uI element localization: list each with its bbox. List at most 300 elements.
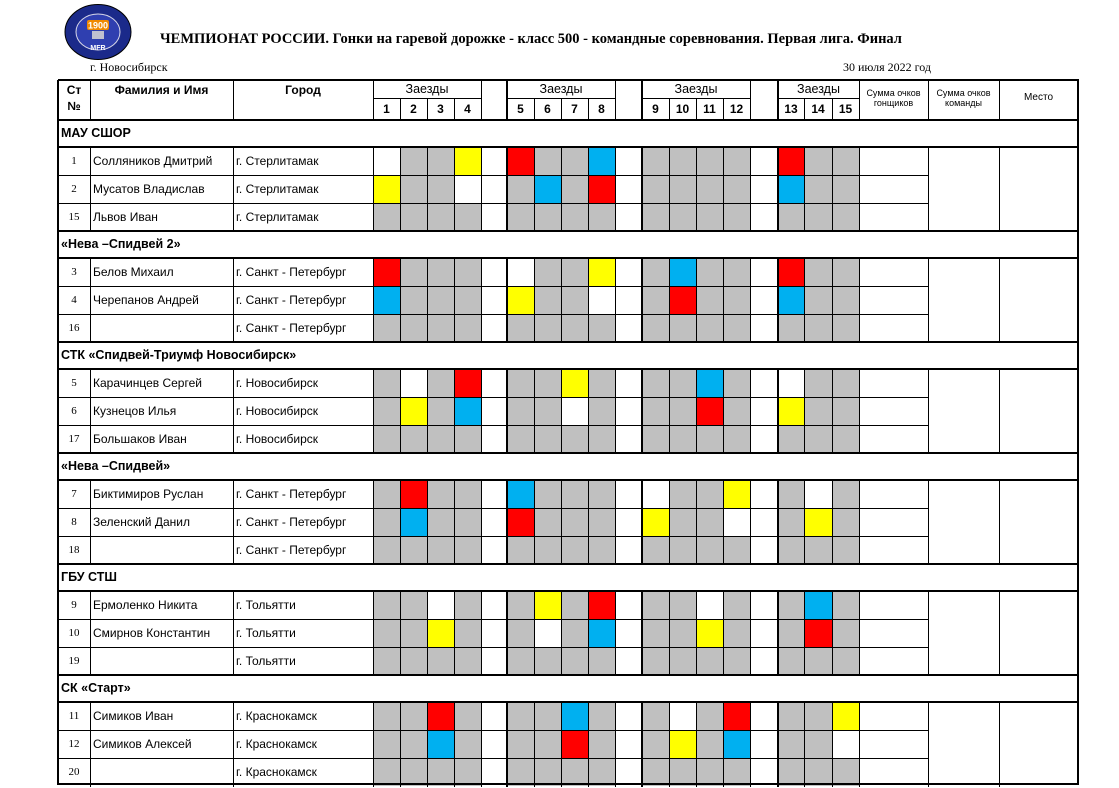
grid-line — [427, 258, 428, 287]
grid-line — [561, 369, 562, 398]
grid-line — [859, 702, 860, 731]
rider-start-number: 12 — [68, 738, 80, 750]
heat-cell — [642, 730, 669, 758]
grid-line — [454, 647, 455, 676]
heat-cell — [427, 258, 454, 286]
heat-cell — [778, 258, 804, 286]
grid-line — [723, 258, 724, 287]
heat-cell — [723, 203, 750, 231]
grid-line — [999, 536, 1000, 565]
grid-line — [928, 258, 929, 287]
grid-line — [804, 425, 805, 454]
grid-line — [804, 286, 805, 315]
heat-cell — [804, 480, 832, 508]
heat-cell — [588, 258, 615, 286]
heat-cell — [427, 702, 454, 730]
heat-cell — [642, 480, 669, 508]
grid-line — [778, 98, 860, 99]
col-header-st: Ст — [66, 83, 82, 97]
heat-cell — [507, 536, 534, 564]
heat-cell — [561, 175, 588, 203]
heat-cell — [427, 286, 454, 314]
heat-cell — [696, 536, 723, 564]
heat-cell — [373, 591, 400, 619]
grid-line — [832, 508, 833, 537]
grid-line — [506, 80, 508, 121]
grid-line — [859, 80, 860, 121]
grid-line — [615, 647, 616, 676]
grid-line — [561, 647, 562, 676]
grid-line — [669, 508, 670, 537]
grid-line — [58, 146, 1079, 148]
grid-line — [928, 314, 929, 343]
grid-line — [90, 147, 91, 176]
grid-line — [669, 647, 670, 676]
grid-line — [999, 618, 1000, 620]
grid-line — [750, 369, 751, 398]
grid-line — [696, 508, 697, 537]
grid-line — [506, 286, 508, 315]
heat-cell — [804, 619, 832, 647]
heat-cell — [832, 258, 859, 286]
heat-cell — [427, 730, 454, 758]
grid-line — [454, 480, 455, 509]
grid-line — [454, 98, 455, 121]
grid-line — [400, 258, 401, 287]
grid-line — [427, 397, 428, 426]
rider-start-number: 19 — [68, 655, 80, 667]
grid-line — [928, 203, 929, 232]
heat-cell — [373, 175, 400, 203]
grid-line — [233, 425, 234, 454]
grid-line — [561, 480, 562, 509]
grid-line — [832, 98, 833, 121]
grid-line — [534, 647, 535, 676]
heat-cell — [400, 758, 427, 786]
col-header-heat-13: 13 — [784, 102, 798, 116]
grid-line — [777, 536, 779, 565]
grid-line — [481, 508, 482, 537]
grid-line — [90, 480, 91, 509]
grid-line — [481, 619, 482, 648]
grid-line — [506, 536, 508, 565]
grid-line — [777, 619, 779, 648]
grid-line — [58, 397, 1079, 398]
grid-line — [777, 80, 779, 121]
heat-cell — [427, 758, 454, 786]
rider-name: Ермоленко Никита — [93, 598, 198, 612]
grid-line — [561, 508, 562, 537]
heat-cell — [373, 286, 400, 314]
grid-line — [90, 80, 91, 121]
grid-line — [481, 702, 482, 731]
heat-cell — [669, 147, 696, 175]
grid-line — [454, 286, 455, 315]
heat-cell — [723, 480, 750, 508]
heat-cell — [669, 369, 696, 397]
heat-cell — [669, 536, 696, 564]
heat-cell — [804, 369, 832, 397]
heat-cell — [561, 480, 588, 508]
grid-line — [696, 758, 697, 787]
grid-line — [723, 175, 724, 204]
grid-line — [999, 80, 1000, 121]
grid-line — [588, 480, 589, 509]
team-name: «Нева –Спидвей» — [61, 459, 171, 473]
grid-line — [534, 98, 535, 121]
grid-line — [832, 286, 833, 315]
heat-cell — [723, 536, 750, 564]
grid-line — [427, 702, 428, 731]
heat-cell — [588, 314, 615, 342]
grid-line — [832, 369, 833, 398]
grid-line — [696, 480, 697, 509]
grid-line — [723, 314, 724, 343]
grid-line — [859, 619, 860, 648]
heat-cell — [507, 425, 534, 453]
grid-line — [669, 258, 670, 287]
rider-city: г. Краснокамск — [236, 765, 317, 779]
grid-line — [588, 397, 589, 426]
grid-line — [696, 369, 697, 398]
rider-city: г. Тольятти — [236, 598, 296, 612]
heat-cell — [832, 730, 859, 758]
heat-cell — [723, 591, 750, 619]
grid-line — [859, 397, 860, 426]
grid-line — [615, 758, 616, 787]
heat-cell — [534, 175, 561, 203]
grid-line — [615, 258, 616, 287]
grid-line — [90, 369, 91, 398]
grid-line — [641, 175, 643, 204]
heat-cell — [723, 508, 750, 536]
grid-line — [454, 369, 455, 398]
heat-cell — [454, 591, 481, 619]
heat-cell — [454, 536, 481, 564]
grid-line — [723, 480, 724, 509]
grid-line — [373, 258, 374, 287]
heat-cell — [561, 758, 588, 786]
heat-cell — [642, 314, 669, 342]
heat-cell — [507, 647, 534, 675]
grid-line — [615, 702, 616, 731]
grid-line — [723, 425, 724, 454]
grid-line — [454, 203, 455, 232]
grid-line — [641, 702, 643, 731]
grid-line — [859, 258, 860, 287]
heat-cell — [373, 147, 400, 175]
grid-line — [57, 80, 59, 785]
grid-line — [588, 98, 589, 121]
heat-cell — [778, 147, 804, 175]
grid-line — [999, 702, 1000, 731]
grid-line — [669, 397, 670, 426]
heat-cell — [588, 480, 615, 508]
grid-line — [506, 702, 508, 731]
grid-line — [588, 758, 589, 787]
heat-cell — [400, 175, 427, 203]
heat-cell — [507, 730, 534, 758]
heat-cell — [669, 480, 696, 508]
heat-cell — [696, 702, 723, 730]
grid-line — [58, 563, 1079, 565]
grid-line — [641, 314, 643, 343]
heat-cell — [832, 286, 859, 314]
grid-line — [928, 286, 929, 315]
heat-cell — [832, 647, 859, 675]
heat-cell — [400, 730, 427, 758]
grid-line — [804, 397, 805, 426]
col-header-heat-14: 14 — [811, 102, 825, 116]
grid-line — [696, 536, 697, 565]
grid-line — [750, 508, 751, 537]
rider-name: Львов Иван — [93, 210, 158, 224]
grid-line — [615, 397, 616, 426]
grid-line — [427, 508, 428, 537]
grid-line — [561, 203, 562, 232]
team-name: «Нева –Спидвей 2» — [61, 237, 181, 251]
grid-line — [233, 536, 234, 565]
col-header-heat-3: 3 — [437, 102, 444, 116]
heat-cell — [534, 702, 561, 730]
grid-line — [750, 730, 751, 759]
grid-line — [58, 368, 1079, 370]
grid-line — [777, 203, 779, 232]
grid-line — [588, 147, 589, 176]
merged-cell-mask — [929, 174, 1077, 176]
heat-cell — [373, 425, 400, 453]
grid-line — [928, 619, 929, 648]
grid-line — [832, 397, 833, 426]
grid-line — [750, 147, 751, 176]
heat-cell — [373, 480, 400, 508]
heat-cell — [804, 508, 832, 536]
grid-line — [777, 286, 779, 315]
heat-cell — [832, 758, 859, 786]
merged-cell-mask — [929, 535, 1077, 537]
grid-line — [373, 758, 374, 787]
merged-cell-mask — [929, 618, 1077, 620]
grid-line — [534, 536, 535, 565]
rider-start-number: 11 — [68, 710, 80, 722]
heat-cell — [778, 730, 804, 758]
grid-line — [373, 591, 374, 620]
grid-line — [615, 369, 616, 398]
merged-cell-mask — [929, 424, 1077, 426]
grid-line — [750, 425, 751, 454]
grid-line — [506, 508, 508, 537]
col-header-place: Место — [1023, 93, 1054, 103]
heat-cell — [561, 369, 588, 397]
heat-cell — [588, 730, 615, 758]
heat-cell — [642, 397, 669, 425]
grid-line — [859, 647, 860, 676]
grid-line — [641, 647, 643, 676]
col-header-heats-group-1: Заезды — [405, 82, 449, 96]
heat-cell — [804, 175, 832, 203]
heat-cell — [804, 647, 832, 675]
grid-line — [90, 258, 91, 287]
heat-cell — [588, 147, 615, 175]
heat-cell — [561, 147, 588, 175]
grid-line — [481, 314, 482, 343]
grid-line — [561, 758, 562, 787]
heat-cell — [832, 175, 859, 203]
grid-line — [928, 730, 929, 759]
grid-line — [58, 647, 1079, 648]
grid-line — [832, 480, 833, 509]
merged-cell-mask — [929, 757, 1077, 759]
heat-cell — [400, 314, 427, 342]
heat-cell — [642, 647, 669, 675]
heat-cell — [373, 619, 400, 647]
grid-line — [454, 508, 455, 537]
grid-line — [454, 258, 455, 287]
heat-cell — [669, 258, 696, 286]
grid-line — [427, 730, 428, 759]
grid-line — [454, 175, 455, 204]
rider-start-number: 9 — [71, 599, 77, 611]
grid-line — [561, 702, 562, 731]
heat-cell — [832, 203, 859, 231]
grid-line — [58, 119, 1079, 121]
grid-line — [481, 369, 482, 398]
heat-cell — [427, 397, 454, 425]
grid-line — [669, 591, 670, 620]
heat-cell — [669, 702, 696, 730]
grid-line — [233, 147, 234, 176]
grid-line — [58, 479, 1079, 481]
heat-cell — [642, 203, 669, 231]
heat-cell — [778, 314, 804, 342]
heat-cell — [427, 147, 454, 175]
heat-cell — [534, 647, 561, 675]
heat-cell — [534, 536, 561, 564]
heat-cell — [507, 258, 534, 286]
heat-cell — [454, 425, 481, 453]
heat-cell — [804, 397, 832, 425]
heat-cell — [642, 286, 669, 314]
grid-line — [777, 591, 779, 620]
grid-line — [615, 203, 616, 232]
grid-line — [696, 314, 697, 343]
grid-line — [750, 647, 751, 676]
heat-cell — [832, 508, 859, 536]
heat-cell — [723, 397, 750, 425]
grid-line — [233, 397, 234, 426]
heat-cell — [832, 536, 859, 564]
rider-city: г. Новосибирск — [236, 376, 319, 390]
rider-city: г. Санкт - Петербург — [236, 321, 347, 335]
grid-line — [427, 314, 428, 343]
grid-line — [400, 286, 401, 315]
heat-cell — [696, 369, 723, 397]
rider-name — [93, 654, 232, 668]
grid-line — [90, 591, 91, 620]
grid-line — [373, 647, 374, 676]
grid-line — [641, 591, 643, 620]
heat-cell — [561, 258, 588, 286]
merged-cell-mask — [929, 646, 1077, 648]
grid-line — [481, 480, 482, 509]
grid-line — [750, 203, 751, 232]
grid-line — [928, 425, 929, 454]
heat-cell — [400, 286, 427, 314]
grid-line — [999, 258, 1000, 287]
grid-line — [373, 203, 374, 232]
grid-line — [400, 425, 401, 454]
grid-line — [427, 425, 428, 454]
grid-line — [90, 758, 91, 787]
merged-cell-mask — [929, 396, 1077, 398]
rider-city: г. Стерлитамак — [236, 154, 319, 168]
grid-line — [999, 535, 1000, 537]
grid-line — [832, 730, 833, 759]
grid-line — [400, 480, 401, 509]
grid-line — [588, 175, 589, 204]
heat-cell — [696, 508, 723, 536]
heat-cell — [588, 758, 615, 786]
grid-line — [999, 757, 1000, 759]
heat-cell — [400, 258, 427, 286]
grid-line — [999, 729, 1000, 731]
grid-line — [804, 147, 805, 176]
grid-line — [561, 175, 562, 204]
heat-cell — [561, 314, 588, 342]
grid-line — [427, 98, 428, 121]
logo-badge-text: 1900 — [87, 20, 109, 31]
grid-line — [481, 203, 482, 232]
grid-line — [588, 619, 589, 648]
heat-cell — [696, 758, 723, 786]
grid-line — [669, 702, 670, 731]
grid-line — [928, 647, 929, 676]
grid-line — [90, 730, 91, 759]
grid-line — [669, 314, 670, 343]
heat-cell — [454, 286, 481, 314]
heat-cell — [588, 175, 615, 203]
rider-city: г. Санкт - Петербург — [236, 487, 347, 501]
grid-line — [641, 80, 643, 121]
grid-line — [90, 203, 91, 232]
grid-line — [928, 147, 929, 176]
heat-cell — [723, 175, 750, 203]
grid-line — [859, 591, 860, 620]
heat-cell — [804, 147, 832, 175]
grid-line — [804, 258, 805, 287]
heat-cell — [507, 203, 534, 231]
rider-city: г. Санкт - Петербург — [236, 515, 347, 529]
team-name: СТК «Спидвей-Триумф Новосибирск» — [61, 348, 297, 362]
grid-line — [641, 425, 643, 454]
grid-line — [588, 730, 589, 759]
merged-cell-mask — [929, 313, 1077, 315]
heat-cell — [400, 425, 427, 453]
merged-cell-mask — [929, 507, 1077, 509]
grid-line — [750, 619, 751, 648]
heat-cell — [832, 397, 859, 425]
heat-cell — [642, 175, 669, 203]
heat-cell — [400, 203, 427, 231]
grid-line — [454, 730, 455, 759]
merged-cell-mask — [929, 729, 1077, 731]
col-header-no: № — [67, 99, 81, 113]
heat-cell — [561, 397, 588, 425]
grid-line — [400, 203, 401, 232]
grid-line — [669, 286, 670, 315]
heat-cell — [778, 647, 804, 675]
grid-line — [233, 702, 234, 731]
